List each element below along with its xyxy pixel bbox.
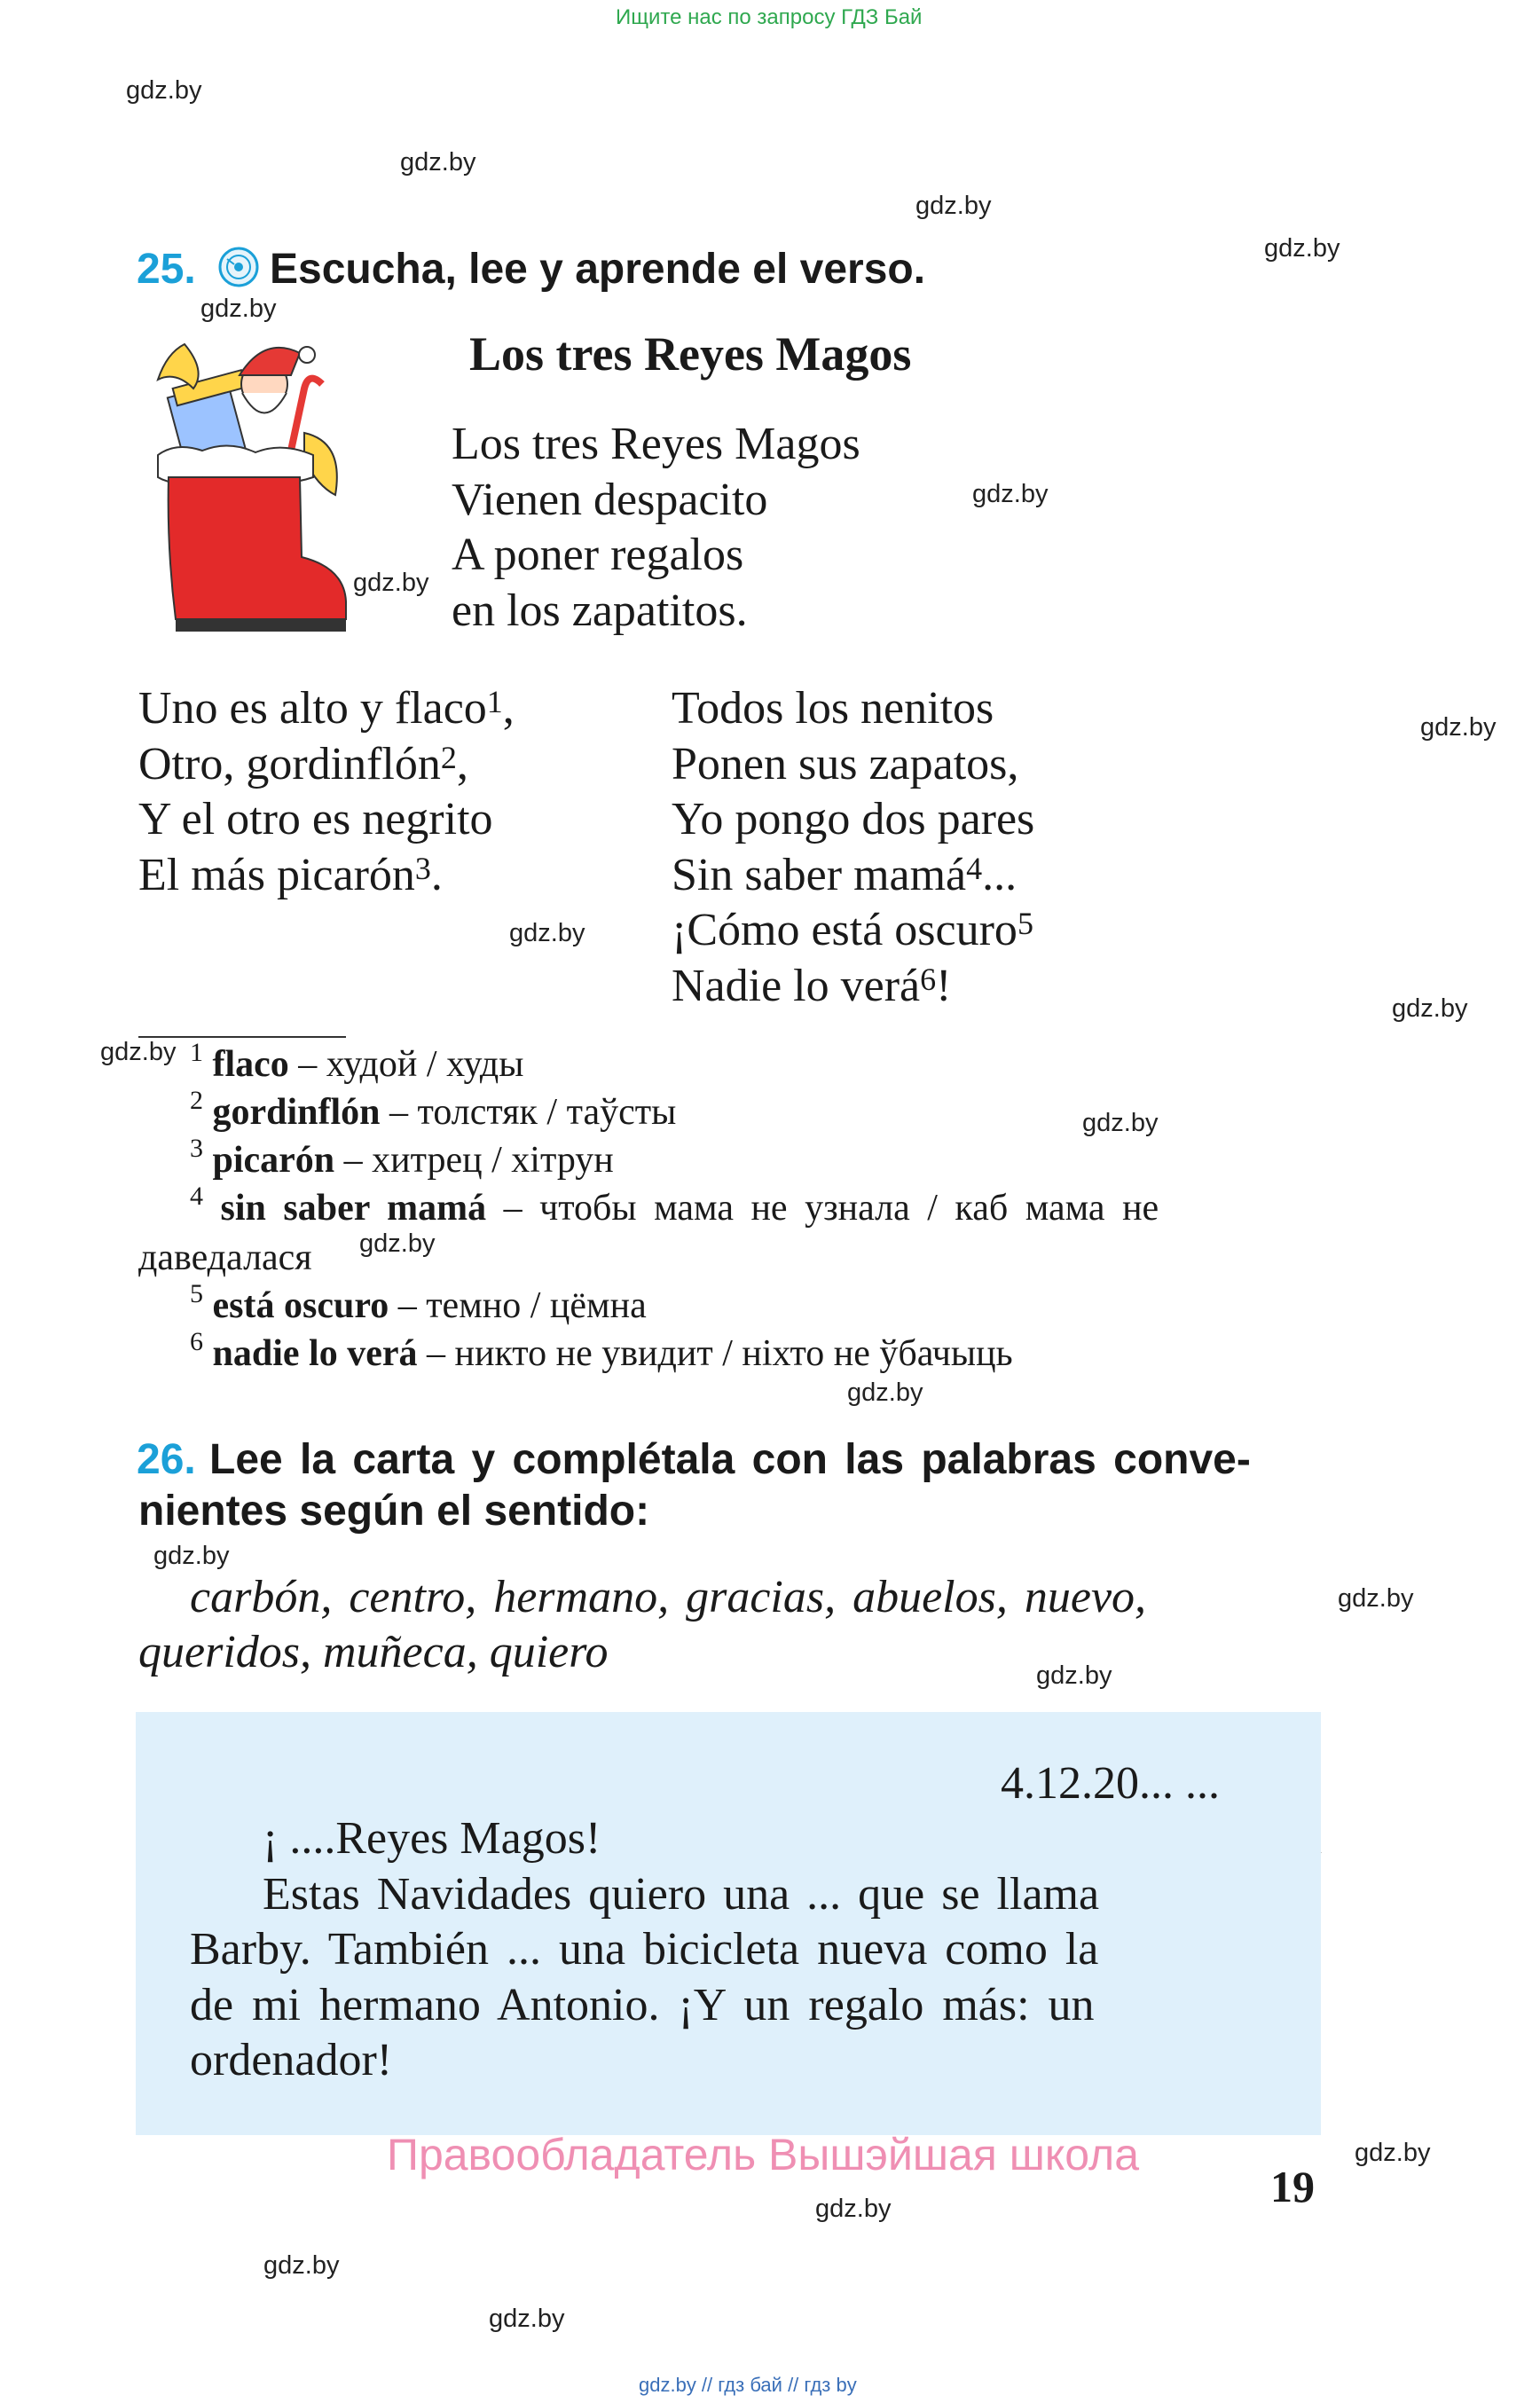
exercise-instruction: Escucha, lee y aprende el verso.: [270, 246, 926, 293]
watermark: gdz.by: [815, 2195, 892, 2223]
watermark: gdz.by: [1264, 234, 1340, 263]
watermark: gdz.by: [1355, 2139, 1431, 2167]
exercise-number: 26.: [137, 1436, 196, 1483]
poem-line: Ponen sus zapatos,: [672, 738, 1019, 789]
footnote: $^6$ nadie lo verá – никто не увидит / ніхто не ўбачыць: [190, 1327, 1013, 1374]
letter-line: Estas Navidades quiero una ... que se llama: [263, 1869, 1100, 1920]
poem-line: Los tres Reyes Magos: [452, 419, 860, 469]
watermark: gdz.by: [1420, 713, 1497, 742]
watermark: gdz.by: [263, 2251, 340, 2280]
footnote: $^3$ picarón – хитрец / хітрун: [190, 1134, 614, 1181]
footnote: $^2$ gordinflón – толстяк / таўсты: [190, 1086, 677, 1133]
cd-audio-icon[interactable]: [218, 247, 259, 287]
poem-line: Uno es alto y flaco$^1$,: [138, 683, 515, 734]
footnote: $^4$ sin saber mamá – чтобы мама не узнала / каб мама не: [190, 1182, 1159, 1229]
watermark: gdz.by: [100, 1038, 177, 1066]
footnote-ref[interactable]: 1: [486, 684, 503, 719]
exercise-instruction: Lee la carta y complétala con las palabras conve-: [209, 1436, 1251, 1483]
poem-line: Yo pongo dos pares: [672, 794, 1035, 844]
watermark: gdz.by: [1082, 1109, 1159, 1137]
watermark: gdz.by: [1338, 1584, 1414, 1613]
page-number: 19: [1270, 2162, 1315, 2211]
footnote-ref[interactable]: 2: [440, 739, 457, 775]
poem-line: Vienen despacito: [452, 474, 768, 525]
letter-line: Barby. También ... una bicicleta nueva como la: [190, 1924, 1099, 1975]
watermark: gdz.by: [1036, 1661, 1112, 1690]
christmas-boot-illustration: [140, 335, 357, 646]
watermark: gdz.by: [1392, 994, 1468, 1023]
exercise-number: 25.: [137, 246, 196, 293]
footnote-divider: [138, 1036, 346, 1038]
poem-line: Nadie lo verá$^6$!: [672, 960, 952, 1011]
poem-line: en los zapatitos.: [452, 585, 748, 636]
watermark: gdz.by: [509, 919, 585, 947]
word-bank: carbón, centro, hermano, gracias, abuelos, nuevo,: [190, 1572, 1147, 1622]
letter-date: 4.12.20... ...: [1001, 1758, 1220, 1809]
watermark: gdz.by: [353, 569, 429, 597]
footnote-ref[interactable]: 4: [966, 850, 983, 886]
footer-links[interactable]: gdz.by // гдз бай // гдз by: [639, 2374, 857, 2396]
poem-line: El más picarón$^3$.: [138, 849, 443, 900]
watermark: gdz.by: [359, 1229, 436, 1258]
letter-line: ordenador!: [190, 2035, 393, 2085]
poem-stanza-right: [672, 681, 1034, 1014]
exercise-instruction-cont: nientes según el sentido:: [138, 1488, 650, 1535]
top-banner[interactable]: Ищите нас по запросу ГДЗ Бай: [616, 5, 923, 29]
footnote-continuation: даведалася: [138, 1237, 312, 1278]
poem-line: ¡Cómo está oscuro$^5$: [672, 905, 1033, 955]
letter-greeting: ¡ ....Reyes Magos!: [263, 1813, 601, 1864]
poem-line: Y el otro es negrito: [138, 794, 493, 844]
watermark: gdz.by: [153, 1542, 230, 1570]
footnote-ref[interactable]: 5: [1017, 906, 1033, 941]
poem-stanza-left: [138, 681, 515, 903]
footnote: $^1$ flaco – худой / худы: [190, 1038, 524, 1085]
poem-line: Todos los nenitos: [672, 683, 994, 734]
watermark: gdz.by: [200, 294, 277, 323]
copyright-text: Правообладатель Вышэйшая школа: [387, 2130, 1139, 2179]
poem-title: Los tres Reyes Magos: [469, 327, 912, 381]
footnote: $^5$ está oscuro – темно / цёмна: [190, 1279, 647, 1326]
poem-line: A poner regalos: [452, 530, 744, 580]
footnote-ref[interactable]: 3: [414, 850, 431, 886]
watermark: gdz.by: [972, 480, 1049, 508]
watermark: gdz.by: [915, 192, 992, 220]
letter-line: de mi hermano Antonio. ¡Y un regalo más: un: [190, 1980, 1095, 2030]
footnote-ref[interactable]: 6: [920, 961, 937, 997]
watermark: gdz.by: [489, 2305, 565, 2333]
watermark: gdz.by: [847, 1378, 923, 1407]
word-bank: queridos, muñeca, quiero: [138, 1627, 609, 1677]
poem-line: Otro, gordinflón$^2$,: [138, 738, 468, 789]
watermark: gdz.by: [400, 148, 476, 177]
poem-stanza: [452, 417, 860, 639]
poem-line: Sin saber mamá$^4$...: [672, 849, 1018, 900]
watermark: gdz.by: [126, 76, 202, 105]
